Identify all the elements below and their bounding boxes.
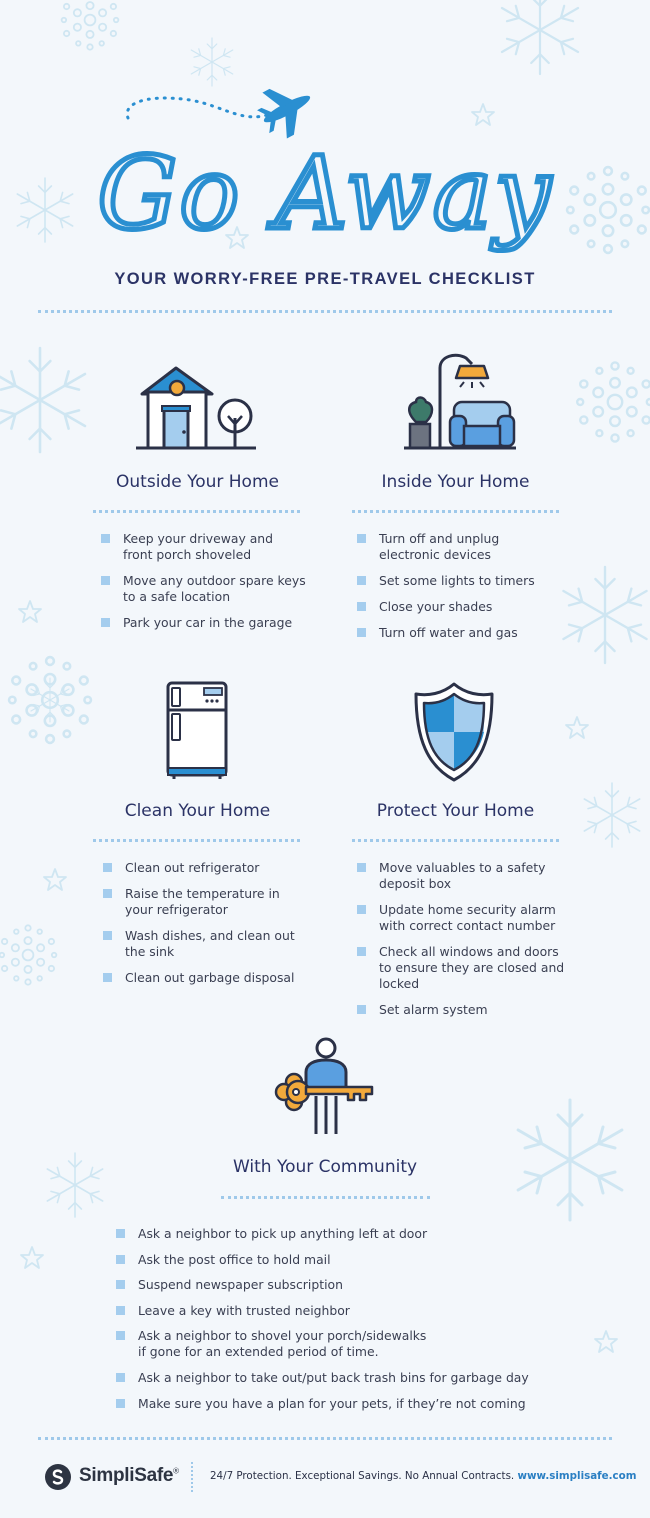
hero-title-graphic <box>0 60 650 260</box>
page-title: Go Away <box>97 135 553 252</box>
checklist-item-line: Suspend newspaper subscription <box>138 1277 343 1293</box>
section-title-clean: Clean Your Home <box>124 801 271 821</box>
checklist-item <box>101 573 311 605</box>
flight-path-dots <box>127 98 275 118</box>
airplane-icon <box>251 74 322 145</box>
checklist-item-line: Clean out refrigerator <box>125 860 260 875</box>
divider-community <box>221 1196 430 1199</box>
checklist-item <box>116 1396 556 1412</box>
checklist-item-line: Move any outdoor spare keys <box>123 573 306 588</box>
divider-outside <box>93 510 300 513</box>
tagline-text: 24/7 Protection. Exceptional Savings. No Annual Contracts. <box>210 1470 515 1482</box>
checklist-item <box>116 1277 556 1293</box>
checklist-item-line: Ask the post office to hold mail <box>138 1251 331 1267</box>
checklist-item-line: to ensure they are closed and <box>379 960 565 975</box>
checklist-item-line: Set alarm system <box>379 1002 488 1017</box>
checklist-clean <box>103 860 313 996</box>
checklist-item <box>116 1370 556 1386</box>
checklist-item-line: Check all windows and doors <box>379 944 559 959</box>
checklist-inside <box>357 531 567 651</box>
checklist-item <box>101 615 311 631</box>
checklist-community <box>116 1226 556 1421</box>
checklist-item <box>103 970 313 986</box>
divider-top <box>38 310 612 313</box>
footer-tagline <box>210 1470 636 1482</box>
checklist-item <box>103 928 313 960</box>
simplisafe-logo-icon <box>45 1464 71 1490</box>
checklist-protect <box>357 860 572 1028</box>
checklist-item-line: your refrigerator <box>125 902 228 917</box>
checklist-item <box>116 1252 556 1268</box>
checklist-item-line: deposit box <box>379 876 452 891</box>
living-room-icon <box>398 350 518 454</box>
checklist-item-line: Park your car in the garage <box>123 615 293 630</box>
checklist-item-line: Close your shades <box>379 599 493 614</box>
person-with-key-icon <box>272 1036 378 1138</box>
checklist-item-line: with correct contact number <box>379 918 556 933</box>
checklist-item <box>357 1002 572 1018</box>
brand-name-text: SimpliSafe <box>79 1465 174 1486</box>
checklist-item <box>357 625 567 641</box>
divider-bottom <box>38 1437 612 1440</box>
checklist-item-line: the sink <box>125 944 175 959</box>
checklist-item-line: Leave a key with trusted neighbor <box>138 1302 350 1318</box>
section-title-community: With Your Community <box>232 1157 418 1177</box>
checklist-item-line: Set some lights to timers <box>379 573 535 588</box>
checklist-item <box>103 886 313 918</box>
checklist-outside <box>101 531 311 641</box>
checklist-item-line: Turn off and unplug <box>379 531 500 546</box>
checklist-item-line: Wash dishes, and clean out <box>125 928 295 943</box>
checklist-item <box>357 599 567 615</box>
checklist-item <box>116 1226 556 1242</box>
checklist-item-line: to a safe location <box>123 589 231 604</box>
section-title-inside: Inside Your Home <box>381 472 530 492</box>
registered-mark: ® <box>173 1466 179 1476</box>
refrigerator-icon <box>164 680 230 780</box>
checklist-item-line: Ask a neighbor to pick up anything left at door <box>138 1226 428 1241</box>
checklist-item-line: Turn off water and gas <box>379 625 518 640</box>
website-link[interactable]: www.simplisafe.com <box>517 1470 637 1482</box>
checklist-item-line: Ask a neighbor to shovel your porch/sidewalks <box>138 1328 427 1344</box>
checklist-item <box>116 1303 556 1319</box>
checklist-item <box>357 944 572 992</box>
shield-icon <box>412 680 496 784</box>
house-icon <box>132 362 262 454</box>
section-title-outside: Outside Your Home <box>116 472 279 492</box>
divider-protect <box>352 839 559 842</box>
footer <box>0 1455 650 1500</box>
checklist-item-line: Move valuables to a safety <box>379 860 546 875</box>
checklist-item-line: Clean out garbage disposal <box>125 970 295 985</box>
footer-separator <box>191 1462 193 1492</box>
checklist-item-line: Update home security alarm <box>379 902 556 917</box>
checklist-item-line: front porch shoveled <box>123 547 252 562</box>
brand-name[interactable] <box>79 1465 179 1487</box>
section-title-protect: Protect Your Home <box>376 801 535 821</box>
page-subtitle: YOUR WORRY-FREE PRE-TRAVEL CHECKLIST <box>114 270 536 288</box>
checklist-item-line: if gone for an extended period of time. <box>138 1344 379 1360</box>
checklist-item-line: Raise the temperature in <box>125 886 280 901</box>
divider-clean <box>93 839 300 842</box>
checklist-item <box>103 860 313 876</box>
checklist-item <box>357 531 567 563</box>
checklist-item-line: locked <box>379 976 420 991</box>
checklist-item-line: Keep your driveway and <box>123 531 274 546</box>
divider-inside <box>352 510 559 513</box>
checklist-item <box>116 1328 556 1360</box>
checklist-item <box>357 902 572 934</box>
checklist-item-line: Make sure you have a plan for your pets, if they’re not coming <box>138 1395 526 1411</box>
checklist-item-line: Ask a neighbor to take out/put back trash bins for garbage day <box>138 1369 529 1385</box>
checklist-item <box>101 531 311 563</box>
checklist-item <box>357 573 567 589</box>
checklist-item-line: electronic devices <box>379 547 491 562</box>
checklist-item <box>357 860 572 892</box>
